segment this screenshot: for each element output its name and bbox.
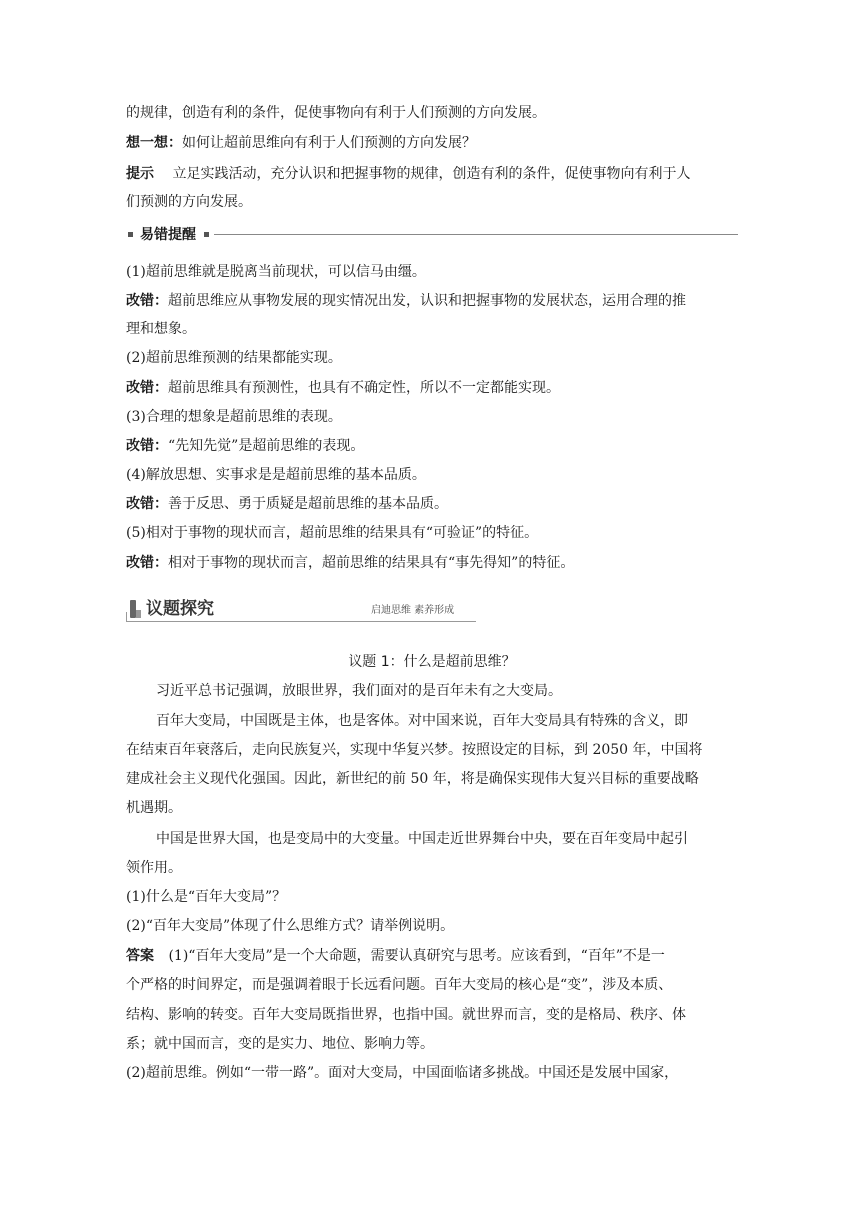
answer-label: 答案: [126, 948, 154, 964]
section-title: 议题探究: [146, 599, 214, 619]
error-fix: 改错：超前思维应从事物发展的现实情况出发，认识和把握事物的发展状态，运用合理的推: [126, 293, 686, 309]
answer-line: 答案 (1)“百年大变局”是一个大命题，需要认真研究与思考。应该看到，“百年”不是一: [126, 948, 665, 964]
hint-text: 立足实践活动，充分认识和把握事物的规律，创造有利的条件，促使事物向有利于人: [172, 166, 691, 182]
error-statement: (5)相对于事物的现状而言，超前思维的结果具有“可验证”的特征。: [126, 525, 539, 541]
answer-line: 结构、影响的转变。百年大变局既指世界，也指中国。就世界而言，变的是格局、秩序、体: [126, 1007, 686, 1023]
error-statement: (3)合理的想象是超前思维的表现。: [126, 409, 342, 425]
think-text: 如何让超前思维向有利于人们预测的方向发展？: [182, 135, 476, 151]
error-fix: 改错：善于反思、勇于质疑是超前思维的基本品质。: [126, 496, 448, 512]
hint-line-2: 们预测的方向发展。: [126, 194, 252, 210]
error-fix: 改错：超前思维具有预测性，也具有不确定性，所以不一定都能实现。: [126, 380, 560, 396]
divider: [214, 234, 738, 235]
error-fix: 改错：相对于事物的现状而言，超前思维的结果具有“事先得知”的特征。: [126, 555, 575, 571]
paragraph-line: 在结束百年衰落后，走向民族复兴，实现中华复兴梦。按照设定的目标，到 2050 年，中国将: [126, 742, 703, 758]
answer-line: (2)超前思维。例如“一带一路”。面对大变局，中国面临诸多挑战。中国还是发展中国家，: [126, 1065, 679, 1081]
hint-label: 提示: [126, 166, 154, 182]
error-fix-cont: 理和想象。: [126, 321, 196, 337]
square-bullet-icon: [128, 232, 133, 237]
text-line: 的规律，创造有利的条件，促使事物向有利于人们预测的方向发展。: [126, 105, 546, 121]
answer-line: 个严格的时间界定，而是强调着眼于长远看问题。百年大变局的核心是“变”，涉及本质、: [126, 977, 673, 993]
paragraph-line: 领作用。: [126, 860, 182, 876]
section-slogan: 启迪思维 素养形成: [371, 605, 455, 616]
question: (2)“百年大变局”体现了什么思维方式？请举例说明。: [126, 918, 455, 934]
section-title: 易错提醒: [140, 227, 196, 243]
paragraph-line: 百年大变局，中国既是主体，也是客体。对中国来说，百年大变局具有特殊的含义，即: [156, 713, 688, 729]
paragraph-line: 建成社会主义现代化强国。因此，新世纪的前 50 年，将是确保实现伟大复兴目标的重要战略: [126, 771, 699, 787]
topic-heading: 议题 1：什么是超前思维？: [348, 654, 516, 670]
think-label: 想一想：: [126, 135, 182, 151]
error-statement: (2)超前思维预测的结果都能实现。: [126, 350, 342, 366]
errors-section-header: [126, 225, 738, 245]
divider: [126, 621, 476, 622]
error-statement: (1)超前思维就是脱离当前现状，可以信马由缰。: [126, 264, 426, 280]
square-bullet-icon: [204, 232, 209, 237]
error-fix: 改错：“先知先觉”是超前思维的表现。: [126, 438, 365, 454]
paragraph-line: 中国是世界大国，也是变局中的大变量。中国走近世界舞台中央，要在百年变局中起引: [156, 831, 688, 847]
error-statement: (4)解放思想、实事求是是超前思维的基本品质。: [126, 467, 426, 483]
answer-line: 系；就中国而言，变的是实力、地位、影响力等。: [126, 1036, 434, 1052]
paragraph-line: 机遇期。: [126, 800, 182, 816]
paragraph-line: 习近平总书记强调，放眼世界，我们面对的是百年未有之大变局。: [156, 683, 562, 699]
hint-line-1: [126, 164, 690, 184]
think-prompt: [126, 133, 476, 153]
question: (1)什么是“百年大变局”？: [126, 889, 287, 905]
topic-section-header: [126, 598, 476, 624]
